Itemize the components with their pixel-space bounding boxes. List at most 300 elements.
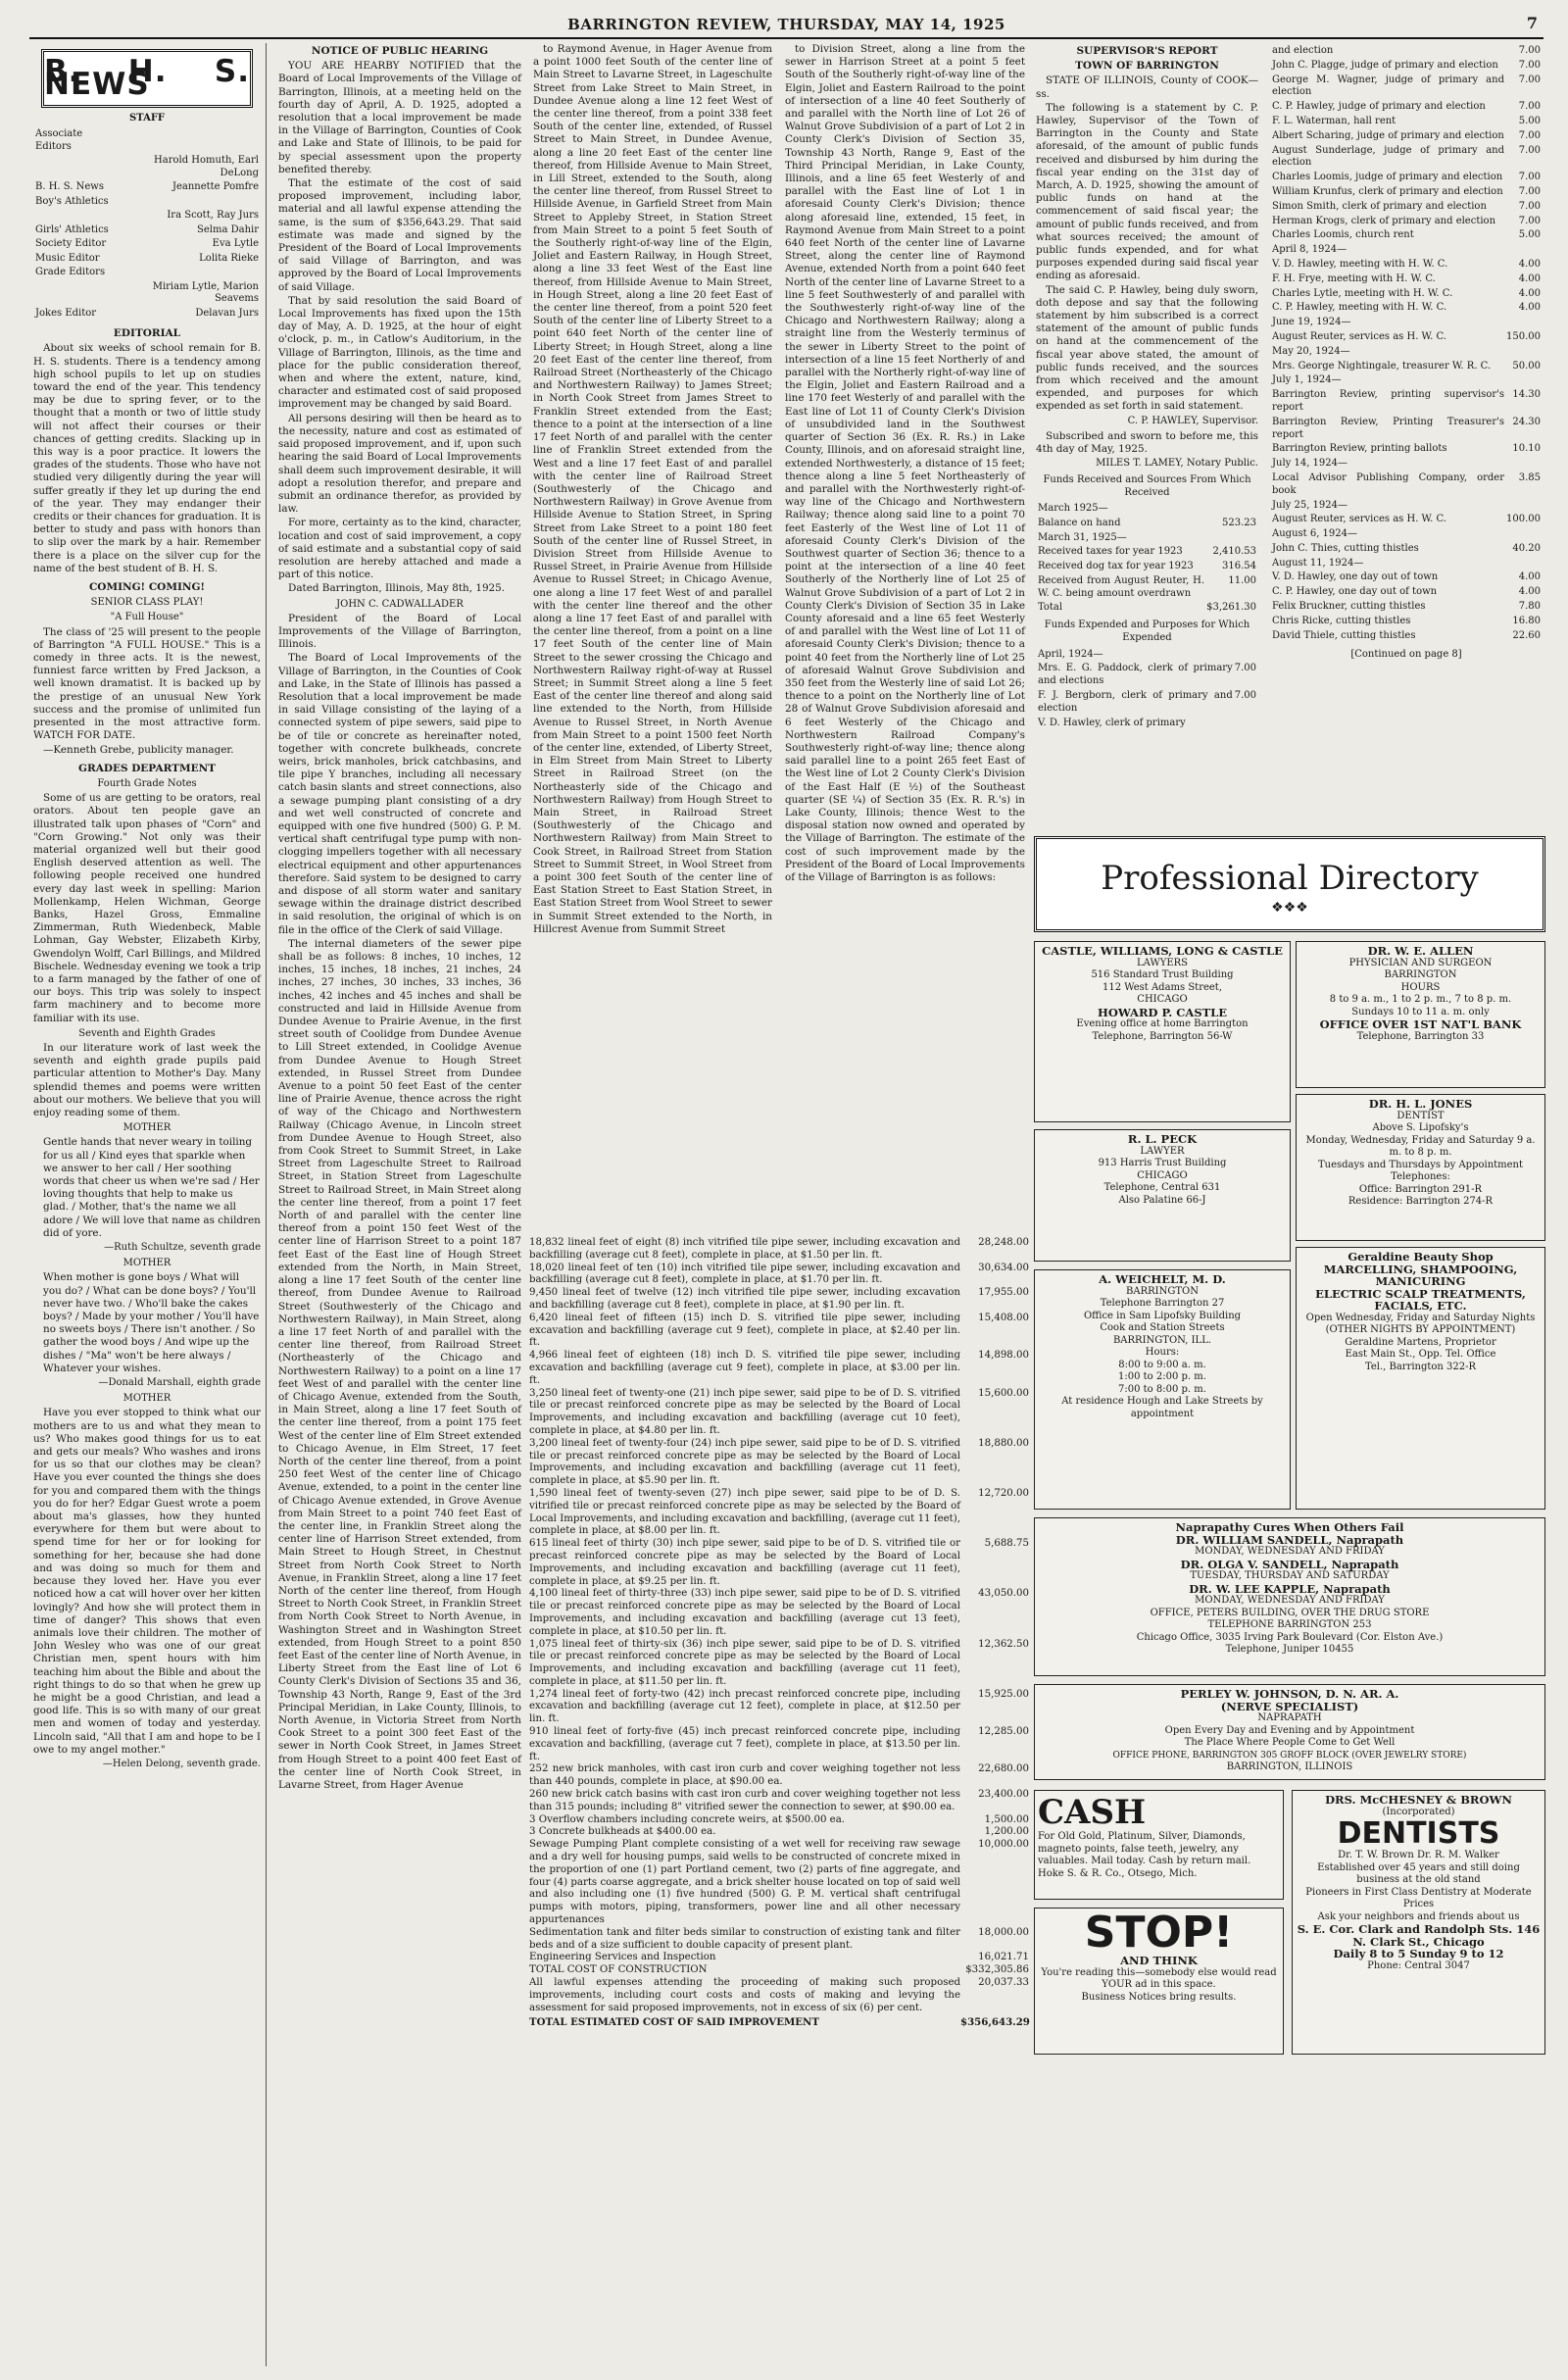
ledger-amount: 7.00 xyxy=(1234,690,1256,702)
senior-play-heading: SENIOR CLASS PLAY! xyxy=(90,597,204,609)
peck-card xyxy=(1034,1129,1291,1262)
cost-estimate-table xyxy=(529,1237,1029,2029)
card-line: PHYSICIAN AND SURGEON xyxy=(1348,957,1493,968)
ledger-row xyxy=(1272,201,1541,214)
ledger-row xyxy=(1272,374,1541,387)
ledger-row xyxy=(1272,389,1541,415)
ledger-item: Simon Smith, clerk of primary and election xyxy=(1272,200,1487,212)
card-line: MONDAY, WEDNESDAY AND FRIDAY xyxy=(1195,1546,1385,1557)
card-title: Geraldine Beauty Shop xyxy=(1348,1250,1494,1264)
estimate-row xyxy=(529,1927,1029,1953)
ledger-amount: 4.00 xyxy=(1518,258,1541,270)
estimate-row xyxy=(529,1287,1029,1313)
ledger-item: V. D. Hawley, clerk of primary xyxy=(1038,717,1186,728)
estimate-item: TOTAL COST OF CONSTRUCTION xyxy=(529,1964,708,1976)
estimate-row xyxy=(529,1639,1029,1689)
staff-names: Selma Dahir xyxy=(197,223,259,235)
staff-row xyxy=(35,128,259,153)
estimate-item: 1,274 lineal feet of forty-two (42) inch precast reinforced concrete pipe, including excavation and backfilling (average cut 12 feet), complete in place, at $12.50 per lin. ft. xyxy=(529,1688,960,1725)
fourth-grade-text: Some of us are getting to be orators, real orators. About ten people gave an illustrated talk upon phases of "Corn" and "Corn Growing." Not only was their material organized well but their good English deserved attention as well. The following people received one hundred every day last week in spelling: Marion Mollenkamp, Helen Wichman, George Banks, Hazel Gross, Emmaline Zimmerman, Ruth Wiedenbeck, Mable Lohman, Gay Webster, Elizabeth Kirby, Gwendolyn Wolff, Carl Billings, and Mildred Bischele. Wednesday evening we took a trip to a farm managed by the father of one of our boys. This trip was solely to inspect farm machinery and to become more familiar with its use. xyxy=(33,792,261,1024)
ledger-row xyxy=(1272,130,1541,143)
funds-expended-table xyxy=(1036,647,1258,732)
staff-role: Grade Editors xyxy=(35,267,106,278)
ledger-amount: 3.85 xyxy=(1518,471,1541,483)
estimate-amount: 15,408.00 xyxy=(978,1312,1029,1323)
ledger-amount: 10.10 xyxy=(1512,443,1541,455)
dentists-headline: DENTISTS xyxy=(1337,1816,1500,1851)
card-line: Ask your neighbors and friends about us xyxy=(1317,1910,1520,1922)
staff-row xyxy=(35,224,259,237)
ledger-amount: 7.00 xyxy=(1518,74,1541,85)
notice-paragraph: All persons desiring will then be heard as to the necessity, nature and cost as estimated of said proposed improvement, and if, upon such hearing the said Board of Local Improvements shall deem such improvement desirable, it will adopt a resolution therefor, and prepare and submit an ordinance therefor, as provided by law. xyxy=(278,412,521,516)
ledger-row xyxy=(1038,546,1256,559)
staff-names: Jeannette Pomfre xyxy=(172,181,259,193)
estimate-amount: 23,400.00 xyxy=(978,1789,1029,1801)
card-title: DRS. McCHESNEY & BROWN xyxy=(1325,1793,1512,1807)
ledger-item: John C. Plagge, judge of primary and election xyxy=(1272,59,1498,71)
ledger-amount xyxy=(1506,244,1541,257)
estimate-item: 260 new brick catch basins with cast iron curb and cover weighing together not less than 315 pounds; including 8" vitrified sewer the connection to sewer, at $90.00 ea. xyxy=(529,1789,960,1812)
ledger-row xyxy=(1272,74,1541,100)
ledger-row xyxy=(1272,145,1541,171)
ledger-item: V. D. Hawley, meeting with H. W. C. xyxy=(1272,258,1448,270)
estimate-row xyxy=(529,1763,1029,1789)
estimate-row xyxy=(529,1726,1029,1763)
card-line: HOURS xyxy=(1400,981,1441,993)
estimate-item: 3 Concrete bulkheads at $400.00 ea. xyxy=(529,1826,716,1838)
report-sworn: Subscribed and sworn to before me, this 4th day of May, 1925. xyxy=(1036,429,1258,456)
estimate-row xyxy=(529,1826,1029,1839)
estimate-item: 1,075 lineal feet of thirty-six (36) inch pipe sewer, said pipe to be of D. S. vitrified tile or precast reinforced concrete pipe as may be selected by the Board of Local Improvements, and including excavation and backfilling (average cut 11 feet), complete in place, at $11.50 per lin. ft. xyxy=(529,1638,960,1687)
ledger-amount: 316.54 xyxy=(1222,561,1256,572)
ledger-row xyxy=(1272,616,1541,628)
report-notary: MILES T. LAMEY, Notary Public. xyxy=(1096,458,1258,470)
card-title: PERLEY W. JOHNSON, D. N. AR. A. xyxy=(1180,1687,1399,1701)
staff-role: Jokes Editor xyxy=(35,307,97,319)
ledger-amount: 7.00 xyxy=(1518,144,1541,156)
card-line: Also Palatine 66-J xyxy=(1118,1194,1206,1206)
supervisor-report-column xyxy=(1032,43,1262,871)
ledger-amount: $3,261.30 xyxy=(1206,602,1256,614)
estimate-amount: 18,880.00 xyxy=(978,1437,1029,1449)
continued-note: [Continued on page 8] xyxy=(1350,649,1462,661)
ledger-row xyxy=(1038,690,1256,716)
staff-names xyxy=(119,128,259,153)
mother-poem2-signature: —Donald Marshall, eighth grade xyxy=(98,1377,261,1389)
notice-signer: JOHN C. CADWALLADER xyxy=(336,598,464,610)
staff-row xyxy=(35,196,259,209)
ledger-amount: 24.30 xyxy=(1512,416,1541,427)
card-line: LAWYERS xyxy=(1136,957,1189,968)
estimate-row xyxy=(529,1263,1029,1288)
estimate-item: 910 lineal feet of forty-five (45) inch precast reinforced concrete pipe, including excavation and backfilling, (average cut 7 feet), complete in place, at $13.50 per lin. ft. xyxy=(529,1726,960,1762)
staff-names: Eva Lytle xyxy=(212,238,259,250)
staff-role: Music Editor xyxy=(35,252,100,264)
card-title: DR. W. E. ALLEN xyxy=(1367,944,1474,958)
staff-role: Boy's Athletics xyxy=(35,195,109,207)
staff-role: Associate Editors xyxy=(35,128,83,152)
estimate-item: 9,450 lineal feet of twelve (12) inch vitrified tile pipe sewer, including excavation and backfilling (average cut 8 feet), complete in place, at $1.90 per lin. ft. xyxy=(529,1287,960,1311)
ledger-amount: 7.80 xyxy=(1518,601,1541,613)
ledger-item: Mrs. George Nightingale, treasurer W. R. C. xyxy=(1272,360,1492,372)
cash-headline: CASH xyxy=(1038,1793,1147,1832)
play-signature: —Kenneth Grebe, publicity manager. xyxy=(43,743,234,756)
ledger-item: June 19, 1924— xyxy=(1272,317,1351,328)
ledger-row xyxy=(1272,244,1541,257)
ledger-row xyxy=(1272,586,1541,599)
ledger-amount: 100.00 xyxy=(1506,514,1541,525)
estimate-item: 4,100 lineal feet of thirty-three (33) inch pipe sewer, said pipe to be of D. S. vitrified tile or precast reinforced concrete pipe as may be selected by the Board of Local Improvements, and including excavation and backfilling (average cut 13 feet), complete in place, at $10.50 per lin. ft. xyxy=(529,1588,960,1637)
card-line: Phone: Central 3047 xyxy=(1367,1959,1470,1971)
ledger-item: Herman Krogs, clerk of primary and election xyxy=(1272,215,1496,226)
estimate-row xyxy=(529,1839,1029,1927)
ledger-amount xyxy=(1235,718,1256,730)
play-text: The class of '25 will present to the people of Barrington "A FULL HOUSE." This is a comedy in three acts. It is the newest, funniest farce written by Fred Jackson, a well known dramatist. It is backed up by the prestige of an unusual New York success and the promise of unlimited fun presented in the most attractive form. WATCH FOR DATE. xyxy=(33,625,261,742)
ledger-row xyxy=(1272,317,1541,329)
ledger-row xyxy=(1272,417,1541,442)
mother-essay-heading: MOTHER xyxy=(122,1393,172,1405)
ledger-item: August Reuter, services as H. W. C. xyxy=(1272,330,1446,342)
ledger-item: Barrington Review, printing ballots xyxy=(1272,443,1447,455)
ledger-row xyxy=(1272,302,1541,315)
ledger-item: April 8, 1924— xyxy=(1272,244,1348,256)
estimate-amount: 15,600.00 xyxy=(978,1387,1029,1399)
notice-paragraph: For more, certainty as to the kind, character, location and cost of said improvement, a copy of said estimate and a substantial copy of said resolution are hereby attached and made a part of this notice. xyxy=(278,517,521,581)
card-line: Above S. Lipofsky's xyxy=(1372,1122,1469,1133)
card-line: 1:00 to 2:00 p. m. xyxy=(1118,1371,1206,1382)
staff-names xyxy=(119,196,259,209)
ledger-row xyxy=(1038,663,1256,688)
staff-row xyxy=(35,308,259,321)
ledger-item: Albert Scharing, judge of primary and election xyxy=(1272,129,1504,141)
ledger-row xyxy=(1272,101,1541,114)
ledger-amount: 50.00 xyxy=(1512,360,1541,372)
card-line: 516 Standard Trust Building xyxy=(1091,969,1234,980)
cash-ad xyxy=(1034,1790,1284,1900)
ledger-amount xyxy=(1506,346,1541,359)
estimate-item: Sewage Pumping Plant complete consisting of a wet well for receiving raw sewage and a dry well for housing pumps, said wells to be constructed of concrete mixed in the proportion of one (1) part Portland cement, two (2) parts of fine aggregate, and four (4) parts coarse aggregate, and a brick shelter house located on top of said well and also including one (1) five hundred (500) G. P. M. vertical shaft centrifugal pumps with motors, piping, transformers, power line and all other necessary appurtenances xyxy=(529,1839,960,1926)
card-line: NAPRAPATH xyxy=(1257,1712,1322,1723)
report-signer: C. P. HAWLEY, Supervisor. xyxy=(1127,415,1258,426)
card-line: Dr. T. W. Brown Dr. R. M. Walker xyxy=(1338,1850,1499,1860)
estimate-amount: 30,634.00 xyxy=(978,1262,1029,1273)
notice-continued-text: to Raymond Avenue, in Hager Avenue from a point 1000 feet South of the center line of Main Street to Lavarne Street, in Lageschulte Street from Lake Street to Main Street, in Dundee Avenue along a line 12 feet West of the center line thereof, from a point 338 feet South of the center line, extended, of Russel Street to Main Street, in Dundee Avenue, along a line 20 feet East of the center line thereof, from Hillside Avenue to Main Street, in Lill Street, extended to the South, along the center line thereof, from Russel Street to Hillside Avenue, in Garfield Street from Main Street to Appleby Street, in Station Street from Main Street to a point 5 feet South of the Southerly right-of-way line of the Elgin, Joliet and Eastern Railway, in Hough Street, along a line 33 feet West of the East line thereof, from Hillside Avenue to Main Street, in Hough Street, along a line 20 feet East of the center line thereof, from a point 520 feet South of the center line of Liberty Street to a point 640 feet North of the center line of Liberty Street; in Hough Street, along a line 20 feet East of the center line thereof, from Railroad Street (Northeasterly of the Chicago and Northwestern Railway) to James Street; in North Cook Street from James Street to Franklin Street extended from the East; thence to a point at the intersection of a line 17 feet North of and parallel with the center line of Franklin Street extended from the West and a line 17 feet East of and parallel with the center line of Railroad Street (Southwesterly of the Chicago and Northwestern Railway) in Grove Avenue from Hillside Avenue to Station Street, in Spring Street from Lake Street to a point 180 feet South of the center line of Russel Street, in Division Street from Hillside Avenue to Russel Street, in Prairie Avenue from Hillside Avenue to Russel Street; in Chicago Avenue, one along a line 17 feet West of and parallel with the center line thereof and the other along a line 17 feet East of and parallel with the center line thereof, from a point on a line 17 feet South of the center line of Main Street to the sewer crossing the Chicago and Northwestern Railway right-of-way at Russel Street; in Summit Street along a line 5 feet East of the center line thereof and along said line extended to the North, from Hillside Avenue to Russel Street, in North Avenue from Main Street to a point 1500 feet North of the center line, extended, of Liberty Street, in Elm Street from Main Street to Liberty Street in Railroad Street (on the Northeasterly side of the Chicago and Northwestern Railway) from Hough Street to Main Street, in Railroad Street (Southwesterly of the Chicago and Northwestern Railway) from Main Street to Cook Street, in Railroad Street from Station Street to Summit Street, in Wool Street from a point 300 feet South of the center line of East Station Street to East Station Street, in East Station Street from Wool Street to sewer in Summit Street extended to the North, in Hillcrest Avenue from Summit Street xyxy=(533,43,772,935)
ledger-item: July 14, 1924— xyxy=(1272,458,1348,470)
card-line: (OTHER NIGHTS BY APPOINTMENT) xyxy=(1325,1324,1516,1335)
ledger-amount: 2,410.53 xyxy=(1212,546,1256,558)
ledger-row xyxy=(1038,561,1256,573)
naprapathy-card xyxy=(1034,1517,1545,1676)
card-line: TELEPHONE BARRINGTON 253 xyxy=(1207,1619,1372,1630)
estimate-amount: 17,955.00 xyxy=(978,1287,1029,1299)
card-line: (Incorporated) xyxy=(1382,1806,1455,1817)
card-line: Geraldine Martens, Proprietor xyxy=(1345,1336,1496,1348)
card-line: Telephone, Central 631 xyxy=(1103,1182,1221,1193)
card-line: BARRINGTON xyxy=(1384,969,1457,980)
ledger-amount xyxy=(1506,317,1541,329)
estimate-total-amount: $356,643.29 xyxy=(960,2016,1030,2029)
ledger-amount xyxy=(1235,649,1256,662)
estimate-item: Engineering Services and Inspection xyxy=(529,1952,716,1963)
card-line: 8:00 to 9:00 a. m. xyxy=(1118,1359,1206,1370)
estimate-item: 6,420 lineal feet of fifteen (15) inch D. S. vitrified tile pipe sewer, including excavation and backfilling (average cut 9 feet), complete in place, at $2.40 per lin. ft. xyxy=(529,1312,960,1349)
card-line: Hours: xyxy=(1145,1347,1180,1358)
card-line: Business Notices bring results. xyxy=(1081,1991,1237,2003)
editorial-heading: EDITORIAL xyxy=(113,327,181,340)
notice-paragraph: That by said resolution the said Board of Local Improvements has fixed upon the 15th day of May, A. D. 1925, at the hour of eight o'clock, p. m., in Catlow's Auditorium, in the Village of Barrington, Illinois, as the time and place for the public consideration thereof, when and where the extent, nature, kind, character and estimated cost of said proposed improvement may be changed by said Board. xyxy=(278,294,521,411)
card-line: AND THINK xyxy=(1120,1954,1198,1967)
ledger-amount xyxy=(1206,503,1256,516)
expenditures-table xyxy=(1270,43,1543,644)
ledger-item: John C. Thies, cutting thistles xyxy=(1272,542,1419,554)
ledger-item: Mrs. E. G. Paddock, clerk of primary and elections xyxy=(1038,663,1233,687)
card-line: 8 to 9 a. m., 1 to 2 p. m., 7 to 8 p. m. xyxy=(1329,994,1512,1005)
staff-row xyxy=(35,210,259,223)
ledger-item: March 31, 1925— xyxy=(1038,531,1127,543)
card-title: R. L. PECK xyxy=(1127,1132,1198,1146)
estimate-row xyxy=(529,1789,1029,1814)
mother-essay-signature: —Helen Delong, seventh grade. xyxy=(102,1758,261,1769)
ledger-item: F. J. Bergborn, clerk of primary and election xyxy=(1038,690,1233,714)
card-line: Cook and Station Streets xyxy=(1100,1322,1225,1333)
ledger-amount: 7.00 xyxy=(1518,129,1541,141)
play-title: "A Full House" xyxy=(110,612,184,623)
card-line: The Place Where People Come to Get Well xyxy=(1184,1737,1396,1748)
ledger-row xyxy=(1038,503,1256,516)
ledger-item: Charles Loomis, judge of primary and election xyxy=(1272,172,1503,183)
notice-paragraph: The internal diameters of the sewer pipe shall be as follows: 8 inches, 10 inches, 12 inches, 15 inches, 18 inches, 21 inches, 24 inches, 27 inches, 30 inches, 33 inches, 36 inches, 42 inches and 45 inches and shall be constructed and laid in Hillside Avenue from Dundee Avenue to Prairie Avenue, in the first street south of Coolidge from Dundee Avenue to Lill Street extended, in Coolidge Avenue from Dundee Avenue to Hough Street extended, in Russel Street from Dundee Avenue to a point 50 feet East of the center line of Prairie Avenue, thence across the right of way of the Chicago and Northwestern Railway (Chicago Avenue, in Lincoln street from Dundee Avenue to Hough Street, also from Cook Street to Summit Street, in Lake Street from Lageschulte Street to Railroad Street, in Station Street from Lageschulte Street to Railroad Street, in Main Street along the center line thereof, from a point 17 feet North of and parallel with the center line thereof from a point 150 feet West of the center line of Harrison Street to a point 187 feet East of the East line of Hough Street extended from the North, in Main Street, along a line 17 feet South of the center line thereof, from Dundee Avenue to Railroad Street (Southwesterly of the Chicago and Northwestern Railway), in Main Street, along a line 17 feet North of and parallel with the center line thereof, from Railroad Street (Northeasterly of the Chicago and Northwestern Railway) to a point on a line 17 feet West of and parallel with the center line of Chicago Avenue, extended from the South, in Main Street, along a line 17 feet South of the center line thereof, from a point 175 feet West of the center line of Elm Street extended to Chicago Avenue, in Elm Street, 17 feet North of the center line thereof, from a point 250 feet West of the center line of Chicago Avenue, extended, to a point in the center line of Chicago Avenue extended, in Grove Avenue from Main Street to a point 740 feet East of the center line, in Franklin Street along the center line of Harrison Street extended, from Main Street to Hough Street, in Chestnut Street from North Cook Street to North Avenue, in Franklin Street, along a line 17 feet North of the center line thereof, from Hough Street to North Cook Street, in Franklin Street from North Cook Street to North Avenue, in Washington Street and in Washington Street extended, from Hough Street to a point 850 feet East of the center line of North Avenue, in Liberty Street from the East line of Lot 6 County Clerk's Division of Sections 35 and 36, Township 43 North, Range 9, East of the 3rd Principal Meridian, in Lake County, Illinois, to North Avenue, in Victoria Street from North Cook Street to a point 300 feet East of the sewer in North Cook Street, in James Street from Hough Street to a point 400 feet East of the center line of North Cook Street, in Lavarne Street, from Hager Avenue xyxy=(278,937,521,1792)
castle-williams-card xyxy=(1034,941,1291,1122)
card-line: Office in Sam Lipofsky Building xyxy=(1083,1310,1242,1321)
ledger-row xyxy=(1038,575,1256,601)
funds-received-table xyxy=(1036,501,1258,617)
card-line: East Main St., Opp. Tel. Office xyxy=(1345,1349,1496,1360)
card-line: Open Every Day and Evening and by Appointment xyxy=(1164,1724,1415,1736)
card-line: Office: Barrington 291-R xyxy=(1358,1183,1483,1195)
ledger-item: V. D. Hawley, one day out of town xyxy=(1272,571,1439,583)
estimate-amount: 12,362.50 xyxy=(978,1638,1029,1650)
card-title: Naprapathy Cures When Others Fail xyxy=(1175,1520,1404,1534)
ledger-row xyxy=(1272,571,1541,584)
card-line: 112 West Adams Street, xyxy=(1102,981,1223,993)
ledger-amount: 4.00 xyxy=(1518,287,1541,299)
card-line: Telephone Barrington 27 xyxy=(1100,1298,1225,1309)
geraldine-beauty-card xyxy=(1296,1247,1545,1510)
card-line: 913 Harris Trust Building xyxy=(1098,1158,1227,1168)
staff-table xyxy=(33,126,261,322)
estimate-amount: 20,037.33 xyxy=(978,1977,1029,1989)
staff-row xyxy=(35,281,259,306)
card-line: OFFICE OVER 1ST NAT'L BANK xyxy=(1319,1017,1522,1031)
card-line: OFFICE PHONE, BARRINGTON 305 GROFF BLOCK (OVER JEWELRY STORE) xyxy=(1112,1750,1467,1760)
ledger-amount: 4.00 xyxy=(1518,586,1541,598)
card-line: BARRINGTON, ILLINOIS xyxy=(1226,1761,1353,1772)
estimate-amount: 1,500.00 xyxy=(984,1813,1029,1825)
staff-role xyxy=(35,281,117,306)
notice-paragraph: The Board of Local Improvements of the Village of Barrington, in the Counties of Cook and Lake, in the State of Illinois has passed a Resolution that a local improvement be made in said Village consisting of the laying of a connected system of pipe sewers, said pipe to be of tile or concrete as hereinafter noted, together with concrete bulkheads, concrete weirs, brick manholes, brick catchbasins, and tile pipe Y branches, including all necessary catch basin slants and street connections, also a sewage pumping plant consisting of a dry and wet well constructed of concrete and equipped with one five hundred (500) G. P. M. vertical shaft centrifugal type pump with non-clogging impellers together with all necessary electrical equipment and other appurtenances therefore. Said system to be designed to carry and dispose of all storm water and sanitary sewage within the drainage district described in said resolution, the original of which is on file in the office of the Clerk of said Village. xyxy=(278,652,521,936)
ledger-amount: 7.00 xyxy=(1518,185,1541,197)
estimate-item: 3 Overflow chambers including concrete weirs, at $500.00 ea. xyxy=(529,1813,846,1825)
ledger-item: C. P. Hawley, meeting with H. W. C. xyxy=(1272,302,1447,314)
card-title: CASTLE, WILLIAMS, LONG & CASTLE xyxy=(1042,944,1283,958)
card-title: DR. H. L. JONES xyxy=(1368,1097,1473,1111)
stop-ad xyxy=(1034,1908,1284,2055)
estimate-item: 615 lineal feet of thirty (30) inch pipe sewer, said pipe to be of D. S. vitrified tile or precast reinforced concrete pipe as may be selected by the Board of Local Improvements, and including excavation and backfilling (average cut 11 feet), complete in place, at $9.25 per lin. ft. xyxy=(529,1538,960,1587)
estimate-row xyxy=(529,1952,1029,1964)
ledger-item: Received taxes for year 1923 xyxy=(1038,546,1183,558)
supervisor-report-continued xyxy=(1266,43,1546,871)
card-line: Telephone, Juniper 10455 xyxy=(1225,1644,1354,1655)
estimate-amount: 43,050.00 xyxy=(978,1588,1029,1600)
ledger-amount xyxy=(1506,374,1541,387)
ledger-row xyxy=(1272,273,1541,286)
estimate-item: 3,250 lineal feet of twenty-one (21) inch pipe sewer, said pipe to be of D. S. vitrified tile or precast reinforced concrete pipe as may be selected by the Board of Local Improvements, and including excavation and backfilling (average cut 10 feet), complete in place, at $4.80 per lin. ft. xyxy=(529,1387,960,1436)
ledger-item: George M. Wagner, judge of primary and election xyxy=(1272,74,1504,98)
card-line: DENTIST xyxy=(1396,1110,1445,1121)
ledger-row xyxy=(1038,649,1256,662)
ledger-amount xyxy=(1206,532,1256,545)
card-line: Pioneers in First Class Dentistry at Moderate Prices xyxy=(1305,1886,1532,1909)
ledger-row xyxy=(1038,718,1256,730)
estimate-item: 3,200 lineal feet of twenty-four (24) inch pipe sewer, said pipe to be of D. S. vitrified tile or precast reinforced concrete pipe as may be selected by the Board of Local Improvements, and including excavation and backfilling (average cut 11 feet), complete in place, at $5.90 per lin. ft. xyxy=(529,1437,960,1487)
report-heading: SUPERVISOR'S REPORT xyxy=(1076,45,1218,57)
ledger-item: F. H. Frye, meeting with H. W. C. xyxy=(1272,273,1436,284)
estimate-total-row xyxy=(529,2016,1029,2029)
estimate-item: 18,832 lineal feet of eight (8) inch vitrified tile pipe sewer, including excavation and backfilling (average cut 8 feet), complete in place, at $1.50 per lin. ft. xyxy=(529,1237,960,1261)
card-line: CHICAGO xyxy=(1137,994,1188,1005)
coming-heading: COMING! COMING! xyxy=(88,581,206,594)
notice-continued-column xyxy=(529,43,776,1229)
staff-row xyxy=(35,181,259,194)
ledger-item: C. P. Hawley, judge of primary and election xyxy=(1272,101,1486,113)
ledger-row xyxy=(1272,601,1541,614)
ledger-row xyxy=(1272,443,1541,456)
ledger-row xyxy=(1038,518,1256,530)
ledger-row xyxy=(1038,602,1256,615)
directory-ornament: ❖❖❖ xyxy=(1271,900,1308,916)
estimate-item: 4,966 lineal feet of eighteen (18) inch D. S. vitrified tile pipe sewer, including excavation and backfilling (average cut 9 feet), complete in place, at $3.00 per lin. ft. xyxy=(529,1350,960,1386)
card-line: S. E. Cor. Clark and Randolph Sts. 146 N. Clark St., Chicago xyxy=(1297,1922,1541,1949)
card-line: Telephone, Barrington 33 xyxy=(1356,1030,1485,1042)
report-state: STATE OF ILLINOIS, County of COOK—ss. xyxy=(1036,74,1258,100)
ledger-item: Charles Loomis, church rent xyxy=(1272,229,1414,241)
mother-poem2-heading: MOTHER xyxy=(122,1258,172,1269)
staff-names: Miriam Lytle, Marion Seavems xyxy=(152,280,259,305)
fourth-grade-heading: Fourth Grade Notes xyxy=(97,777,197,789)
estimate-row xyxy=(529,1588,1029,1638)
ledger-row xyxy=(1272,116,1541,128)
seventh-grade-heading: Seventh and Eighth Grades xyxy=(78,1027,216,1039)
ledger-item: F. L. Waterman, hall rent xyxy=(1272,115,1396,126)
ledger-row xyxy=(1272,528,1541,541)
staff-role: B. H. S. News xyxy=(35,181,104,193)
ledger-row xyxy=(1272,543,1541,556)
estimate-amount: $332,305.86 xyxy=(965,1964,1029,1976)
jones-card xyxy=(1296,1094,1545,1241)
ledger-item: William Krunfus, clerk of primary and election xyxy=(1272,185,1503,197)
editorial-text: About six weeks of school remain for B. H. S. students. There is a tendency among high school pupils to let up on studies toward the end of the year. This tendency may be due to spring fever, or to the thought that a month or two of little study will not affect their courses or their chances of getting credits. Slacking up in this way is a poor practice. It lowers the grades of the students. Those who have not studied very diligently during the year will suffer greatly if they let up during the end of the year. They may endanger their credits or their chances for graduation. It is better to study and pass with honors than to slip over the mark by a hair. Remember there is a place on the silver cup for the name of the best student of B. H. S. xyxy=(33,342,261,574)
ledger-amount: 5.00 xyxy=(1518,115,1541,126)
ledger-row xyxy=(1272,472,1541,498)
ledger-row xyxy=(1272,361,1541,373)
estimate-row xyxy=(529,1350,1029,1387)
professional-directory-banner xyxy=(1034,836,1545,932)
ledger-item: March 1925— xyxy=(1038,502,1108,514)
estimate-row xyxy=(529,1237,1029,1263)
estimate-amount: 14,898.00 xyxy=(978,1350,1029,1362)
ledger-amount: 7.00 xyxy=(1518,59,1541,71)
staff-role xyxy=(35,210,117,223)
ledger-row xyxy=(1272,630,1541,643)
estimate-row xyxy=(529,1814,1029,1827)
notice-column xyxy=(274,43,525,2366)
bhs-news-column xyxy=(33,43,267,2366)
ledger-row xyxy=(1272,259,1541,272)
page-header xyxy=(29,14,1544,39)
notice-continued-column-2 xyxy=(781,43,1029,1229)
card-line: DR. OLGA V. SANDELL, Naprapath xyxy=(1180,1557,1399,1571)
card-line: For Old Gold, Platinum, Silver, Diamonds, magneto points, false teeth, jewelry, any valuables. Mail today. Cash by return mail. xyxy=(1038,1831,1251,1866)
notice-signer-title: President of the Board of Local Improvements of the Village of Barrington, Illinois. xyxy=(278,612,521,651)
estimate-amount: 15,925.00 xyxy=(978,1688,1029,1700)
card-line: Residence: Barrington 274-R xyxy=(1348,1196,1494,1207)
ledger-item: Barrington Review, printing supervisor's report xyxy=(1272,389,1504,413)
card-line: MANICURING xyxy=(1375,1274,1466,1288)
estimate-row xyxy=(529,1538,1029,1588)
card-line: Open Wednesday, Friday and Saturday Nights xyxy=(1305,1312,1536,1323)
weichelt-card xyxy=(1034,1269,1291,1510)
ledger-item: Charles Lytle, meeting with H. W. C. xyxy=(1272,287,1453,299)
ledger-row xyxy=(1272,331,1541,344)
masthead: BARRINGTON REVIEW, THURSDAY, MAY 14, 1925 xyxy=(567,16,1005,33)
ledger-amount xyxy=(1506,558,1541,570)
card-line: Monday, Wednesday, Friday and Saturday 9 a. m. to 8 p. m. xyxy=(1305,1134,1536,1158)
estimate-row xyxy=(529,1313,1029,1350)
grades-heading: GRADES DEPARTMENT xyxy=(78,762,216,774)
ledger-item: Felix Bruckner, cutting thistles xyxy=(1272,601,1426,613)
estimate-amount: 1,200.00 xyxy=(984,1826,1029,1838)
ledger-row xyxy=(1272,458,1541,471)
estimate-row xyxy=(529,1388,1029,1438)
card-line: Established over 45 years and still doing business at the old stand xyxy=(1317,1861,1520,1885)
card-line: (NERVE SPECIALIST) xyxy=(1220,1699,1359,1713)
ledger-item: August Reuter, services as H. W. C. xyxy=(1272,514,1446,525)
ledger-amount: 14.30 xyxy=(1512,389,1541,401)
staff-names: Delavan Jurs xyxy=(195,307,259,319)
staff-role: Society Editor xyxy=(35,238,107,250)
ledger-item: Local Advisor Publishing Company, order book xyxy=(1272,471,1504,496)
estimate-item: All lawful expenses attending the proceeding of making such proposed improvements, including court costs and costs of making and levying the assessment for said proposed improvements, not in excess of six (6) per cent. xyxy=(529,1977,960,2013)
card-title: HOWARD P. CASTLE xyxy=(1097,1005,1228,1019)
card-line: You're reading this—somebody else would read YOUR ad in this space. xyxy=(1041,1966,1277,1990)
estimate-amount: 10,000.00 xyxy=(978,1839,1029,1851)
staff-row xyxy=(35,253,259,266)
estimate-amount: 28,248.00 xyxy=(978,1237,1029,1248)
stop-headline: STOP! xyxy=(1084,1908,1234,1958)
estimate-item: 252 new brick manholes, with cast iron curb and cover weighing together not less than 440 pounds, complete in place, at $90.00 ea. xyxy=(529,1763,960,1788)
ledger-row xyxy=(1272,346,1541,359)
ledger-row xyxy=(1272,514,1541,526)
staff-names: Lolita Rieke xyxy=(199,252,259,264)
johnson-card xyxy=(1034,1684,1545,1780)
estimate-total-label: TOTAL ESTIMATED COST OF SAID IMPROVEMENT xyxy=(529,2016,819,2029)
ledger-item: and election xyxy=(1272,45,1334,56)
staff-heading: STAFF xyxy=(128,113,166,124)
card-line: 7:00 to 8:00 p. m. xyxy=(1118,1383,1206,1395)
ledger-row xyxy=(1272,216,1541,228)
card-line: Hoke S. & R. Co., Otsego, Mich. xyxy=(1038,1867,1198,1879)
estimate-row xyxy=(529,1488,1029,1538)
